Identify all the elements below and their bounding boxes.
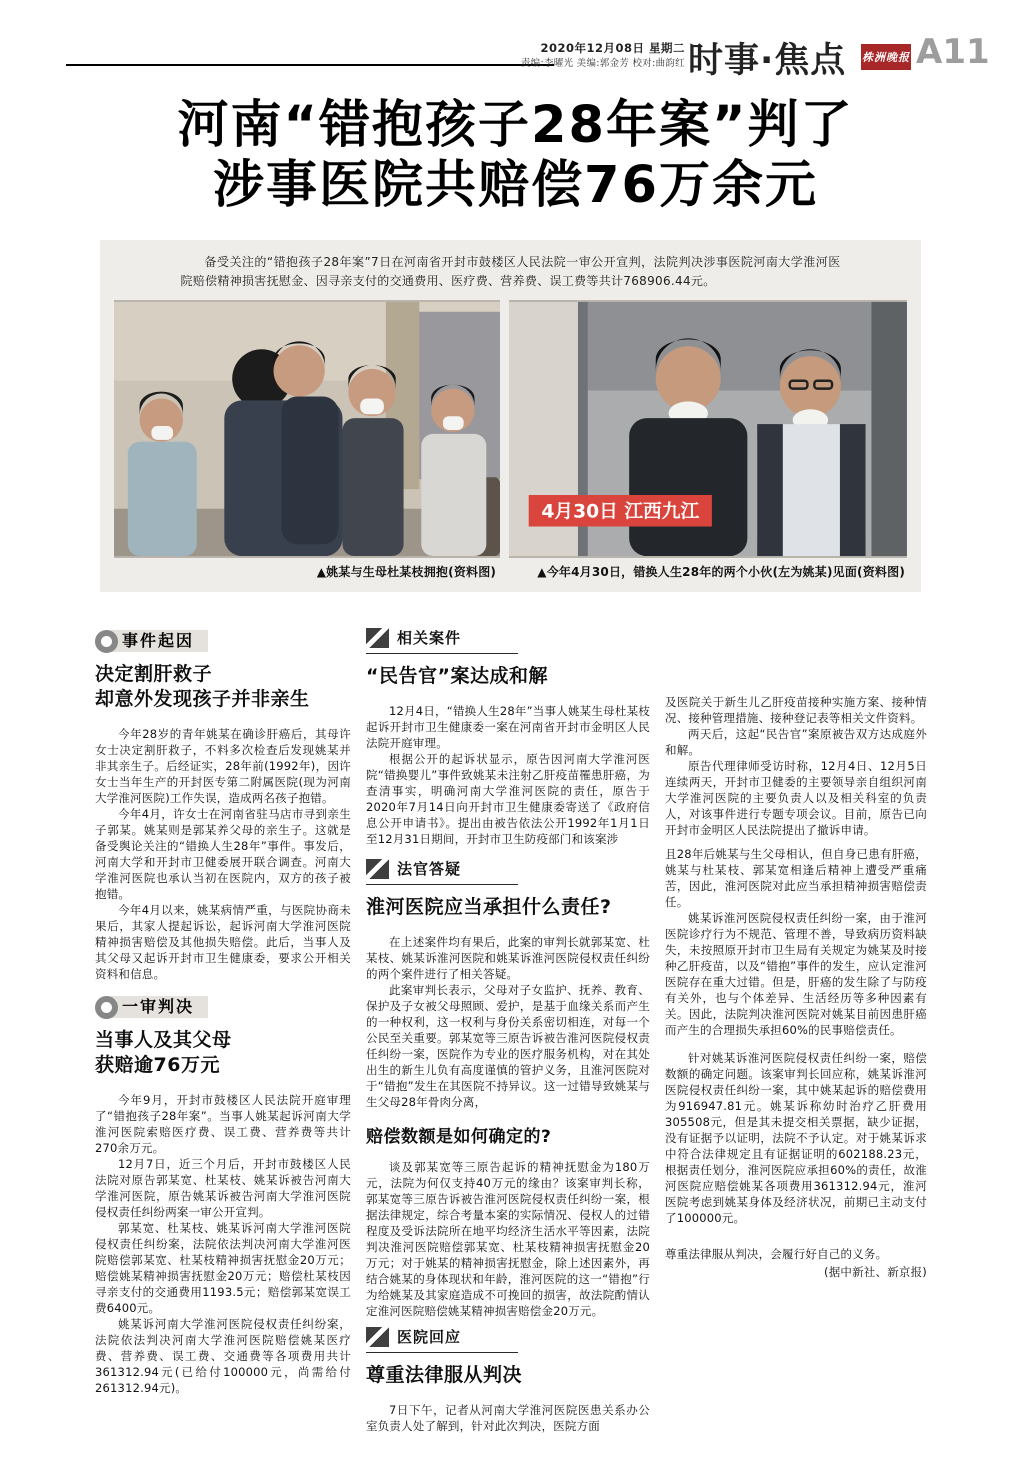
paragraph: 7日下午，记者从河南大学淮河医院医患关系办公室负责人处了解到，针对此次判决，医院方面 bbox=[366, 1403, 650, 1433]
photo-row bbox=[114, 300, 907, 558]
section-head-related bbox=[366, 628, 518, 654]
section-head-judge bbox=[366, 859, 518, 885]
section-ring-icon bbox=[95, 630, 118, 653]
column-right bbox=[665, 628, 927, 1468]
main-headline bbox=[0, 96, 1031, 216]
paragraph: 在上述案件均有果后，此案的审判长就郭某宽、杜某枝、姚某诉淮河医院和姚某诉淮河医院侵权责任纠纷的两个案件进行了相关答疑。 bbox=[366, 935, 650, 981]
photo-overlay-banner: 4月30日 江西九江 bbox=[541, 501, 700, 523]
section-label: 相关案件 bbox=[397, 629, 462, 647]
paragraph: 此案审判长表示，父母对子女监护、抚养、教育、保护及子女被父母照顾、爱护，是基于血缘关系而产生的一种权利，这一权利与身份关系密切相连，对每一个公民至关重要。郭某宽等三原告诉被告淮河医院侵权责任纠纷一案，医院作为专业的医疗服务机构，对在其处出生的新生儿负有高度谨慎的管护义务，且淮河医院对于“错抱”发生在其医院不持异议。这一过错导致姚某与生父母28年骨肉分离， bbox=[366, 983, 650, 1109]
section-title: 时事·焦点 bbox=[688, 41, 847, 81]
date-line: 2020年12月08日 星期二 bbox=[540, 41, 685, 55]
lead-paragraph: 备受关注的“错抱孩子28年案”7日在河南省开封市鼓楼区人民法院一审公开宣判，法院判决涉事医院河南大学淮河医院赔偿精神损害抚慰金、因寻亲支付的交通费用、医疗费、营养费、误工费等共计768906.44元。 bbox=[180, 255, 841, 288]
column-middle bbox=[366, 628, 650, 1468]
photo-block bbox=[100, 240, 921, 592]
headline-line2: 涉事医院共赔偿76万余元 bbox=[213, 156, 818, 215]
header-meta bbox=[470, 40, 685, 70]
photo-meeting bbox=[509, 300, 907, 558]
column-left bbox=[95, 628, 351, 1468]
page-number: A11 bbox=[916, 32, 990, 72]
paragraph: 针对姚某诉淮河医院侵权责任纠纷一案，赔偿数额的确定问题。该案审判长回应称，姚某诉淮河医院侵权责任纠纷一案，其中姚某起诉的赔偿费用为916947.81元。姚某诉称幼时治疗乙肝费用305508元，但是其未提交相关票据，缺少证据，没有证据予以证明，法院不予认定。对于姚某诉求中符合法律规定且有证据证明的602188.23元，根据责任划分，淮河医院应承担60%的责任，故淮河医院应赔偿姚某各项费用361312.94元，淮河医院考虑到姚某身体及经济状况，前期已主动支付了100000元。 bbox=[665, 1051, 927, 1225]
source-credit: (据中新社、新京报) bbox=[824, 1265, 927, 1279]
paragraph: 姚某诉河南大学淮河医院侵权责任纠纷案，法院依法判决河南大学淮河医院赔偿姚某医疗费、营养费、误工费、交通费等各项费用共计361312.94元(已给付100000元，尚需给付261312.94元)。 bbox=[95, 1317, 351, 1395]
headline-line1: 河南“错抱孩子28年案”判了 bbox=[177, 96, 854, 155]
paragraph: 且28年后姚某与生父母相认，但自身已患有肝癌，姚某与杜某枝、郭某宽相逢后精神上遭受严重痛苦，因此，淮河医院对此应当承担精神损害赔偿责任。 bbox=[665, 847, 927, 909]
paragraph: 12月7日，近三个月后，开封市鼓楼区人民法院对原告郭某宽、杜某枝、姚某诉被告河南大学淮河医院，原告姚某诉被告河南大学淮河医院侵权责任纠纷两案一审公开宣判。 bbox=[95, 1157, 351, 1219]
section-label: 事件起因 bbox=[106, 630, 208, 652]
article-columns bbox=[95, 628, 927, 1468]
section-ribbon-icon bbox=[366, 859, 389, 879]
section-subtitle bbox=[95, 662, 351, 712]
section-ribbon-icon bbox=[366, 1327, 389, 1347]
paragraph: 郭某宽、杜某枝、姚某诉河南大学淮河医院侵权责任纠纷案，法院依法判决河南大学淮河医院赔偿郭某宽、杜某枝精神损害抚慰金20万元；赔偿姚某精神损害抚慰金20万元；赔偿杜某枝因寻亲支付的交通费用1193.5元；赔偿郭某宽误工费6400元。 bbox=[95, 1221, 351, 1315]
question-subtitle: 赔偿数额是如何确定的? bbox=[366, 1127, 552, 1147]
masthead-logo: 株洲晚报 bbox=[861, 44, 911, 70]
section-head-cause bbox=[95, 628, 351, 654]
paragraph: 谈及郭某宽等三原告起诉的精神抚慰金为180万元，法院为何仅支持40万元的缘由？该案审判长称，郭某宽等三原告诉被告淮河医院侵权责任纠纷一案，根据法律规定，综合考量本案的实际情况、侵权人的过错程度及受诉法院所在地平均经济生活水平等因素，法院判决淮河医院赔偿郭某宽、杜某枝精神损害抚慰金20万元；对于姚某的精神损害抚慰金，除上述因素外，再结合姚某的身体现状和年龄，淮河医院的这一“错抱”行为给姚某及其家庭造成不可挽回的损害，故法院酌情认定淮河医院赔偿姚某精神损害赔偿金20万元。 bbox=[366, 1160, 650, 1318]
section-label: 一审判决 bbox=[106, 996, 208, 1018]
subtitle-line1: 决定割肝救子 bbox=[95, 663, 213, 685]
question-subtitle: 淮河医院应当承担什么责任? bbox=[366, 896, 612, 918]
paragraph: 两天后，这起“民告官”案原被告双方达成庭外和解。 bbox=[665, 727, 927, 757]
section-label: 医院回应 bbox=[397, 1328, 462, 1346]
paragraph: 今年28岁的青年姚某在确诊肝癌后，其母许女士决定割肝救子，不料多次检查后发现姚某并非其亲生子。后经证实，28年前(1992年)，因许女士当年生产的开封医专第二附属医院(现为河南大学淮河医院)工作失误，造成两名孩子抱错。 bbox=[95, 727, 351, 805]
paragraph: 原告代理律师受访时称，12月4日、12月5日连续两天，开封市卫健委的主要领导亲自组织河南大学淮河医院的主要负责人以及相关科室的负责人，对该事件进行专题专项会议。目前，原告已向开封市金明区人民法院提出了撤诉申请。 bbox=[665, 759, 927, 837]
paragraph: 今年4月以来，姚某病情严重，与医院协商未果后，其家人提起诉讼，起诉河南大学淮河医院精神损害赔偿及其他损失赔偿。此后，当事人及其父母又起诉开封市卫生健康委，要求公开相关资料和信息。 bbox=[95, 903, 351, 981]
section-subtitle bbox=[95, 1028, 351, 1078]
paragraph: 根据公开的起诉状显示，原告因河南大学淮河医院“错换婴儿”事件致姚某未注射乙肝疫苗罹患肝癌，为查清事实，明确河南大学淮河医院的责任，原告于2020年7月14日向开封市卫生健康委寄送了《政府信息公开申请书》。提出由被告依法公开1992年1月1日至12月31日期间，开封市卫生防疫部门和该案涉 bbox=[366, 752, 650, 846]
paragraph: 今年4月，许女士在河南省驻马店市寻到亲生子郭某。姚某则是郭某养父母的亲生子。这就是备受舆论关注的“错换人生28年”事件。事发后，河南大学和开封市卫健委展开联合调查。河南大学淮河医院也承认当初在医院内，双方的孩子被抱错。 bbox=[95, 807, 351, 901]
section-subtitle: 尊重法律服从判决 bbox=[366, 1364, 523, 1386]
section-ring-icon bbox=[95, 996, 118, 1019]
photo-hug bbox=[114, 300, 500, 558]
paragraph: 今年9月，开封市鼓楼区人民法院开庭审理了“错抱孩子28年案”。当事人姚某起诉河南大学淮河医院索赔医疗费、误工费、营养费等共计270余万元。 bbox=[95, 1093, 351, 1155]
paragraph: 12月4日，“错换人生28年”当事人姚某生母杜某枝起诉开封市卫生健康委一案在河南省开封市金明区人民法院开庭审理。 bbox=[366, 704, 650, 750]
section-head-verdict bbox=[95, 994, 351, 1020]
subtitle-line2: 获赔逾76万元 bbox=[95, 1054, 220, 1076]
editors-line: 责编:李曜光 美编:郭金芳 校对:曲韵红 bbox=[520, 57, 685, 69]
section-ribbon-icon bbox=[366, 628, 389, 648]
paragraph: 尊重法律服从判决，会履行好自己的义务。 bbox=[665, 1247, 888, 1261]
paragraph: 姚某诉淮河医院侵权责任纠纷一案，由于淮河医院诊疗行为不规范、管理不善，导致病历资料缺失，未按照原开封市卫生局有关规定为姚某及时接种乙肝疫苗，以及“错抱”事件的发生，应认定淮河医院存在重大过错。但是，肝癌的发生除了与防疫有关外，也与个体差异、生活经历等多种因素有关。因此，法院判决淮河医院对姚某目前因患肝癌而产生的合理损失承担60%的民事赔偿责任。 bbox=[665, 911, 927, 1037]
section-subtitle: “民告官”案达成和解 bbox=[366, 665, 548, 687]
photo-captions bbox=[114, 563, 907, 580]
section-head-hospital bbox=[366, 1327, 518, 1353]
caption-left-photo: ▲姚某与生母杜某枝拥抱(资料图) bbox=[316, 565, 497, 579]
subtitle-line1: 当事人及其父母 bbox=[95, 1029, 232, 1051]
caption-right-photo: ▲今年4月30日，错换人生28年的两个小伙(左为姚某)见面(资料图) bbox=[537, 565, 905, 579]
subtitle-line2: 却意外发现孩子并非亲生 bbox=[95, 688, 310, 710]
section-label: 法官答疑 bbox=[397, 860, 462, 878]
paragraph: 及医院关于新生儿乙肝疫苗接种实施方案、接种情况、接种管理措施、接种登记表等相关文件资料。 bbox=[665, 695, 927, 725]
